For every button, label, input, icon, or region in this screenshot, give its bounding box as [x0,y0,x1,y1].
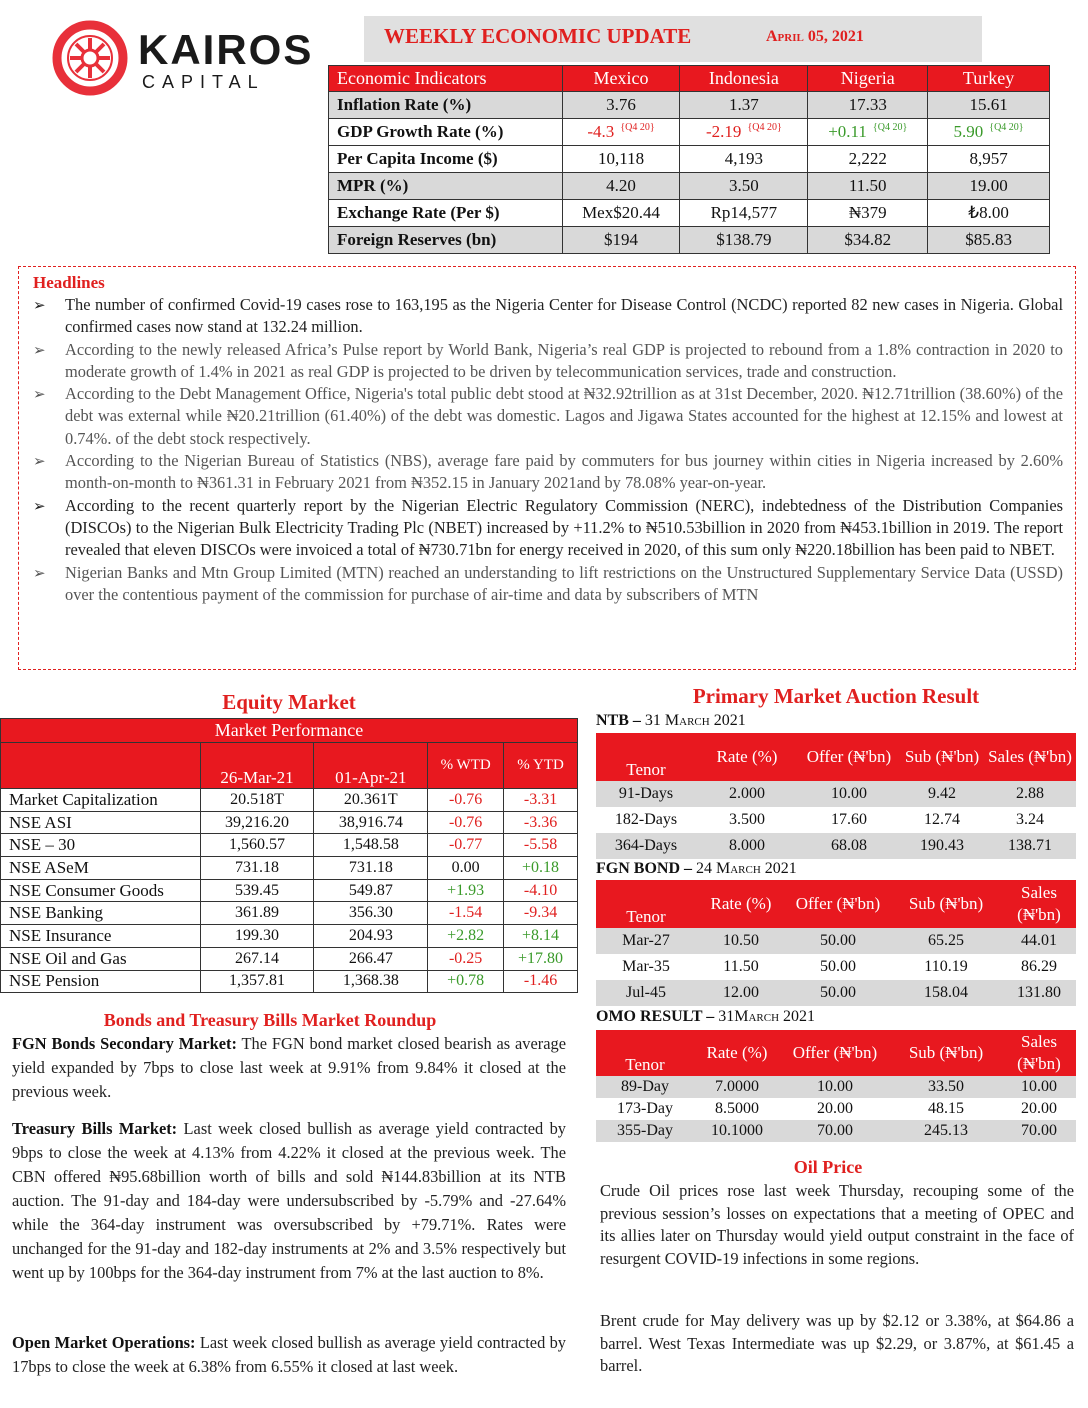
auc-row: 91-Days 2.000 10.00 9.42 2.88 [596,781,1076,807]
bonds-p3-text: Last week closed bullish as average yield contracted by 17bps to close the week at 6.38% from 6.55% it closed at last week. [12,1333,567,1376]
brand-sub: CAPITAL [142,72,265,92]
ind-row [329,92,1050,119]
equity-value: 1,368.38 [314,970,428,993]
ind-value: 15.61 [928,92,1050,119]
oil-paragraph-1: Crude Oil prices rose last week Thursday, recouping some of the previous session’s losses on expectations that a meeting of OPEC and its allies later on Thursday would yield output constraint in the face of resurgent COVID-19 infections in some regions. [600,1181,1074,1268]
equity-col-header: % WTD [428,743,504,789]
oil-paragraph-2: Brent crude for May delivery was up by $2.12 or 3.38%, at $64.86 a barrel. West Texas Intermediate was up $2.29, or 3.87%, at $61.45 a barrel. [600,1311,1074,1376]
equity-wtd: +1.93 [428,879,504,902]
auc-header: Sales (₦'bn) [984,733,1076,781]
auc-row: Mar-27 10.50 50.00 65.25 44.01 [596,928,1076,954]
equity-name: NSE ASeM [1,857,201,880]
equity-name: NSE Banking [1,902,201,925]
equity-row [1,925,578,948]
equity-value: 1,548.58 [314,834,428,857]
equity-title: Equity Market [222,690,356,714]
auc-header: Sales (₦'bn) [1002,1030,1076,1076]
equity-value: 20.361T [314,789,428,812]
equity-ytd: -9.34 [504,902,578,925]
kairos-emblem-icon [52,20,128,96]
equity-ytd: +0.18 [504,857,578,880]
ind-row [329,227,1050,254]
headline-item: ➢ Nigerian Banks and Mtn Group Limited (MTN) reached an understanding to lift restrictions on the Unstructured Supplementary Service Data (USSD) over the contentious payment of the commission for purchase of air-time and data by subscribers of MTN [33,562,1063,607]
auc-header: Rate (%) [696,880,786,928]
equity-name: NSE – 30 [1,834,201,857]
equity-wtd: -0.76 [428,811,504,834]
auc-header: Tenor [596,1030,694,1076]
equity-row [1,857,578,880]
ind-value: -4.3 $^{\{Q4 20\}}$ [562,119,680,146]
equity-wtd: -0.76 [428,789,504,812]
equity-ytd: -4.10 [504,879,578,902]
equity-value: 39,216.20 [200,811,314,834]
ind-label: GDP Growth Rate (%) [329,119,563,146]
auc-header: Offer (₦'bn) [786,880,890,928]
bonds-p2-lead: Treasury Bills Market: [12,1119,178,1138]
equity-row [1,970,578,993]
auc-row: Jul-45 12.00 50.00 158.04 131.80 [596,980,1076,1006]
page-date: April 05, 2021 [766,28,864,45]
ind-value: ₦379 [808,200,928,227]
ind-value: 4.20 [562,173,680,200]
ind-value: 10,118 [562,146,680,173]
equity-ytd: -3.36 [504,811,578,834]
equity-value: 20.518T [200,789,314,812]
ind-value: 5.90 $^{\{Q4 20\}}$ [928,119,1050,146]
auc-header: Sub (₦'bn) [900,733,984,781]
ind-label: Per Capita Income ($) [329,146,563,173]
headlines-title: Headlines [33,273,105,292]
headline-item: ➢ According to the Nigerian Bureau of Statistics (NBS), average fare paid by commuters for bus journey within cities in Nigeria increased by 2.60% month-on-month to ₦361.31 in February 2021 from ₦352.15 in January 2021and by 78.08% year-on-year. [33,450,1063,495]
bonds-p3-lead: Open Market Operations: [12,1333,196,1352]
equity-ytd: -5.58 [504,834,578,857]
ind-label: Foreign Reserves (bn) [329,227,563,254]
equity-wtd: +0.78 [428,970,504,993]
headline-item: ➢ The number of confirmed Covid-19 cases rose to 163,195 as the Nigeria Center for Disease Control (NCDC) reported 82 new cases in Nigeria. Global confirmed cases now stand at 132.24 million. [33,294,1063,339]
equity-value: 356.30 [314,902,428,925]
equity-col-header: 01-Apr-21 [314,743,428,789]
equity-name: NSE Consumer Goods [1,879,201,902]
auction-title: Primary Market Auction Result [692,684,980,708]
ind-value: 3.50 [680,173,808,200]
ind-value: Rp14,577 [680,200,808,227]
auc-header: Sub (₦'bn) [890,880,1002,928]
ind-value: $138.79 [680,227,808,254]
equity-col-header: 26-Mar-21 [200,743,314,789]
equity-value: 1,560.57 [200,834,314,857]
bonds-p1-text: The FGN bond market closed bearish as average yield expanded by 7bps to close last week at 9.91% from 9.84% it closed at the previous week. [12,1034,566,1101]
page-title: WEEKLY ECONOMIC UPDATE [384,24,692,48]
equity-value: 1,357.81 [200,970,314,993]
equity-name: NSE Insurance [1,925,201,948]
ind-note: {Q4 20} [989,122,1024,134]
equity-value: 199.30 [200,925,314,948]
equity-ytd: -3.31 [504,789,578,812]
bonds-paragraph-2 [12,1117,566,1285]
ntb-label: NTB – 31 March 2021 [596,712,746,729]
auc-header: Tenor [596,733,696,781]
auc-header: Rate (%) [696,733,798,781]
fgn-bond-table [596,880,1076,1006]
headlines-box [18,266,1076,670]
auc-header: Sub (₦'bn) [890,1030,1002,1076]
equity-ytd: -1.46 [504,970,578,993]
equity-ytd: +8.14 [504,925,578,948]
equity-row [1,834,578,857]
ind-row [329,200,1050,227]
ind-value: 4,193 [680,146,808,173]
ind-value: $34.82 [808,227,928,254]
headlines-list [33,294,1063,606]
bonds-paragraph-3 [12,1331,566,1379]
ind-header: Economic Indicators [329,66,563,92]
ind-value: $194 [562,227,680,254]
fgn-label: FGN BOND – 24 March 2021 [596,860,797,877]
ind-note: {Q4 20} [872,122,908,134]
auc-row: 355-Day 10.1000 70.00 245.13 70.00 [596,1120,1076,1142]
equity-value: 549.87 [314,879,428,902]
equity-subtitle: Market Performance [1,719,578,743]
ind-value: 19.00 [928,173,1050,200]
equity-col-header: % YTD [504,743,578,789]
equity-value: 361.89 [200,902,314,925]
ind-value: 3.76 [562,92,680,119]
ind-value: ₺8.00 [928,200,1050,227]
auc-row: 89-Day 7.0000 10.00 33.50 10.00 [596,1076,1076,1098]
equity-value: 731.18 [314,857,428,880]
ind-value: Mex$20.44 [562,200,680,227]
bonds-title: Bonds and Treasury Bills Market Roundup [103,1010,437,1030]
auc-header: Rate (%) [694,1030,780,1076]
headline-item: ➢ According to the recent quarterly report by the Nigerian Electric Regulatory Commission (NERC), indebtedness of the Distribution Companies (DISCOs) to the Nigerian Bulk Electricity Trading Plc (NBET) increased by +11.2% to ₦510.53billion in 2020 from ₦453.1billion in 2019. The report revealed that eleven DISCOs were invoiced a total of ₦730.71bn for energy received in 2020, of this sum only ₦220.18billion has been paid to NBET. [33,495,1063,562]
auc-row: 173-Day 8.5000 20.00 48.15 20.00 [617,1100,1057,1117]
auc-header: Offer (₦'bn) [798,733,900,781]
equity-row [1,789,578,812]
omo-label: OMO RESULT – 31March 2021 [596,1008,816,1025]
ind-header: Nigeria [808,66,928,92]
ind-note: {Q4 20} [620,122,655,134]
ind-row [329,146,1050,173]
ind-note: {Q4 20} [747,122,782,134]
ind-value: $85.83 [928,227,1050,254]
auc-row: Mar-35 11.50 50.00 110.19 86.29 [622,958,1057,975]
oil-title: Oil Price [793,1157,863,1177]
ind-value: +0.11 $^{\{Q4 20\}}$ [808,119,928,146]
bonds-p1-lead: FGN Bonds Secondary Market: [12,1034,237,1053]
auc-header: Offer (₦'bn) [780,1030,890,1076]
equity-table [0,718,578,993]
kairos-logo [52,20,332,96]
equity-row [1,879,578,902]
equity-value: 539.45 [200,879,314,902]
equity-wtd: +2.82 [428,925,504,948]
equity-value: 204.93 [314,925,428,948]
headline-item: ➢ According to the Debt Management Office, Nigeria's total public debt stood at ₦32.92trillion as at 31st December, 2020. ₦12.71trillion (38.60%) of the debt was external while ₦20.21trillion (61.40%) of the debt was domestic. Lagos and Jigawa States accounted for the highest at 12.15% and lowest at 0.74%. of the debt stock respectively. [33,383,1063,450]
ntb-table [596,733,1076,859]
ind-label: Inflation Rate (%) [329,92,563,119]
ind-row [329,173,1050,200]
ind-header: Turkey [928,66,1050,92]
equity-name: NSE Pension [1,970,201,993]
auc-row: 182-Days 3.500 17.60 12.74 3.24 [614,811,1044,828]
equity-value: 731.18 [200,857,314,880]
title-bar [364,16,982,62]
ind-header: Mexico [562,66,680,92]
auc-header: Sales (₦'bn) [1002,880,1076,928]
brand-name: KAIROS [138,26,314,73]
equity-row [1,947,578,970]
auc-row: 364-Days 8.000 68.08 190.43 138.71 [596,833,1076,859]
ind-header: Indonesia [680,66,808,92]
equity-name: Market Capitalization [1,789,201,812]
equity-row [1,811,578,834]
ind-value: 8,957 [928,146,1050,173]
ind-value: 1.37 [680,92,808,119]
omo-table [596,1030,1076,1142]
ind-row [329,119,1050,146]
ind-value: 11.50 [808,173,928,200]
headline-item: ➢ According to the newly released Africa’s Pulse report by World Bank, Nigeria’s real GDP is projected to rebound from a 1.8% contraction in 2020 to moderate growth of 1.4% in 2021 as real GDP is projected to be driven by telecommunication services, trade and construction. [33,339,1063,384]
equity-value: 266.47 [314,947,428,970]
ind-value: 2,222 [808,146,928,173]
ind-label: Exchange Rate (Per $) [329,200,563,227]
equity-name: NSE ASI [1,811,201,834]
equity-wtd: -0.77 [428,834,504,857]
ind-label: MPR (%) [329,173,563,200]
ind-value: 17.33 [808,92,928,119]
equity-value: 267.14 [200,947,314,970]
auc-header: Tenor [596,880,696,928]
bonds-paragraph-1 [12,1032,566,1104]
ind-value: -2.19 $^{\{Q4 20\}}$ [680,119,808,146]
bonds-p2-text: Last week closed bullish as average yield contracted by 9bps to close the week at 4.13% from 4.22% it closed at the previous week. The CBN offered ₦95.68billion worth of bills and sold ₦144.83billion at its NTB auction. The 91-day and 184-day were undersubscribed by -5.79% and -27.64% while the 364-day instrument was oversubscribed by +79.71%. Rates were unchanged for the 91-day and 182-day instruments at 2% and 3.5% respectively but went up by 100bps for the 364-day instrument from 7% at the last auction to 8%. [12,1119,566,1282]
equity-value: 38,916.74 [314,811,428,834]
equity-wtd: -0.25 [428,947,504,970]
equity-wtd: -1.54 [428,902,504,925]
equity-wtd: 0.00 [428,857,504,880]
equity-name: NSE Oil and Gas [1,947,201,970]
economic-indicators-table [328,65,1050,254]
equity-row [1,902,578,925]
equity-ytd: +17.80 [504,947,578,970]
